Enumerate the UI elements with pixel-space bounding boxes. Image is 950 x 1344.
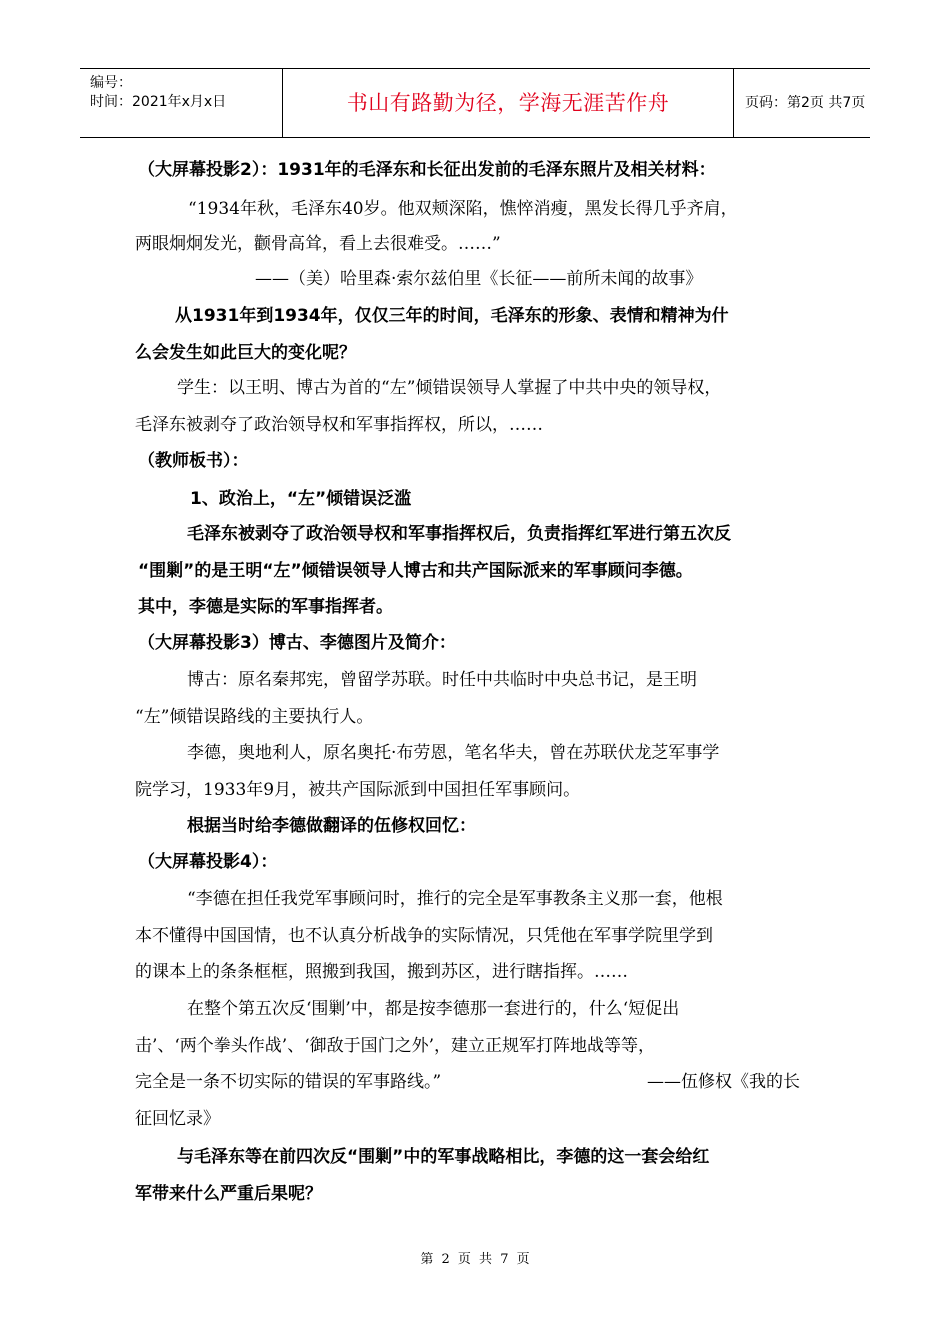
text-line: 击’、‘两个拳头作战’、‘御敌于国门之外’，建立正规军打阵地战等等， (135, 1036, 656, 1056)
text-line: 征回忆录》 (135, 1109, 220, 1129)
text-line: （大屏幕投影3）博古、李德图片及简介： (138, 633, 456, 653)
text-line: 两眼炯炯发光，颧骨高耸，看上去很难受。……” (135, 234, 501, 254)
text-line: 博古：原名秦邦宪，曾留学苏联。时任中共临时中央总书记，是王明 (187, 670, 697, 690)
page-footer: 第 2 页 共 7 页 (420, 1252, 530, 1267)
header-meta (80, 69, 282, 137)
number-label: 编号： (90, 75, 132, 91)
text-line: “1934年秋，毛泽东40岁。他双颊深陷，憔悴消瘦，黑发长得几乎齐肩， (188, 199, 738, 219)
text-line: “左”倾错误路线的主要执行人。 (135, 707, 374, 727)
page-header (80, 68, 870, 138)
text-line: 从1931年到1934年，仅仅三年的时间，毛泽东的形象、表情和精神为什 (175, 306, 729, 326)
motto: 书山有路勤为径，学海无涯苦作舟 (282, 69, 734, 137)
text-line: 其中，李德是实际的军事指挥者。 (138, 597, 393, 617)
text-line: 在整个第五次反‘围剿’中，都是按李德那一套进行的，什么‘短促出 (187, 999, 680, 1019)
text-line: ——（美）哈里森·索尔兹伯里《长征——前所未闻的故事》 (255, 269, 703, 289)
text-line: “围剿”的是王明“左”倾错误领导人博古和共产国际派来的军事顾问李德。 (138, 561, 693, 581)
text-line: 的课本上的条条框框，照搬到我国，搬到苏区，进行瞎指挥。…… (135, 962, 628, 982)
text-line: （教师板书）： (138, 451, 249, 471)
text-line: 学生：以王明、博古为首的“左”倾错误领导人掌握了中共中央的领导权， (177, 378, 722, 398)
text-line: 李德，奥地利人，原名奥托·布劳恩，笔名华夫，曾在苏联伏龙芝军事学 (187, 743, 720, 763)
text-line: 军带来什么严重后果呢？ (135, 1184, 322, 1204)
text-line: （大屏幕投影4）： (138, 852, 278, 872)
page-label: 页码：第2页 共7页 (745, 95, 866, 111)
text-line: 毛泽东被剥夺了政治领导权和军事指挥权后，负责指挥红军进行第五次反 (187, 524, 731, 544)
text-line: 本不懂得中国国情，也不认真分析战争的实际情况，只凭他在军事学院里学到 (135, 926, 713, 946)
text-line: 毛泽东被剥夺了政治领导权和军事指挥权，所以，…… (135, 415, 543, 435)
text-line: “李德在担任我党军事顾问时，推行的完全是军事教条主义那一套，他根 (187, 889, 723, 909)
text-line: （大屏幕投影2）：1931年的毛泽东和长征出发前的毛泽东照片及相关材料： (138, 160, 716, 180)
text-line: 院学习，1933年9月，被共产国际派到中国担任军事顾问。 (135, 780, 581, 800)
attribution-line: ——伍修权《我的长 (647, 1072, 800, 1092)
text-line: 根据当时给李德做翻译的伍修权回忆： (187, 816, 476, 836)
text-line: 1、政治上，“左”倾错误泛滥 (190, 489, 412, 509)
date-label: 时间：2021年x月x日 (90, 94, 227, 110)
text-line: 么会发生如此巨大的变化呢？ (135, 343, 356, 363)
text-line: 与毛泽东等在前四次反“围剿”中的军事战略相比，李德的这一套会给红 (177, 1147, 710, 1167)
text-line: 完全是一条不切实际的错误的军事路线。” (135, 1072, 442, 1092)
